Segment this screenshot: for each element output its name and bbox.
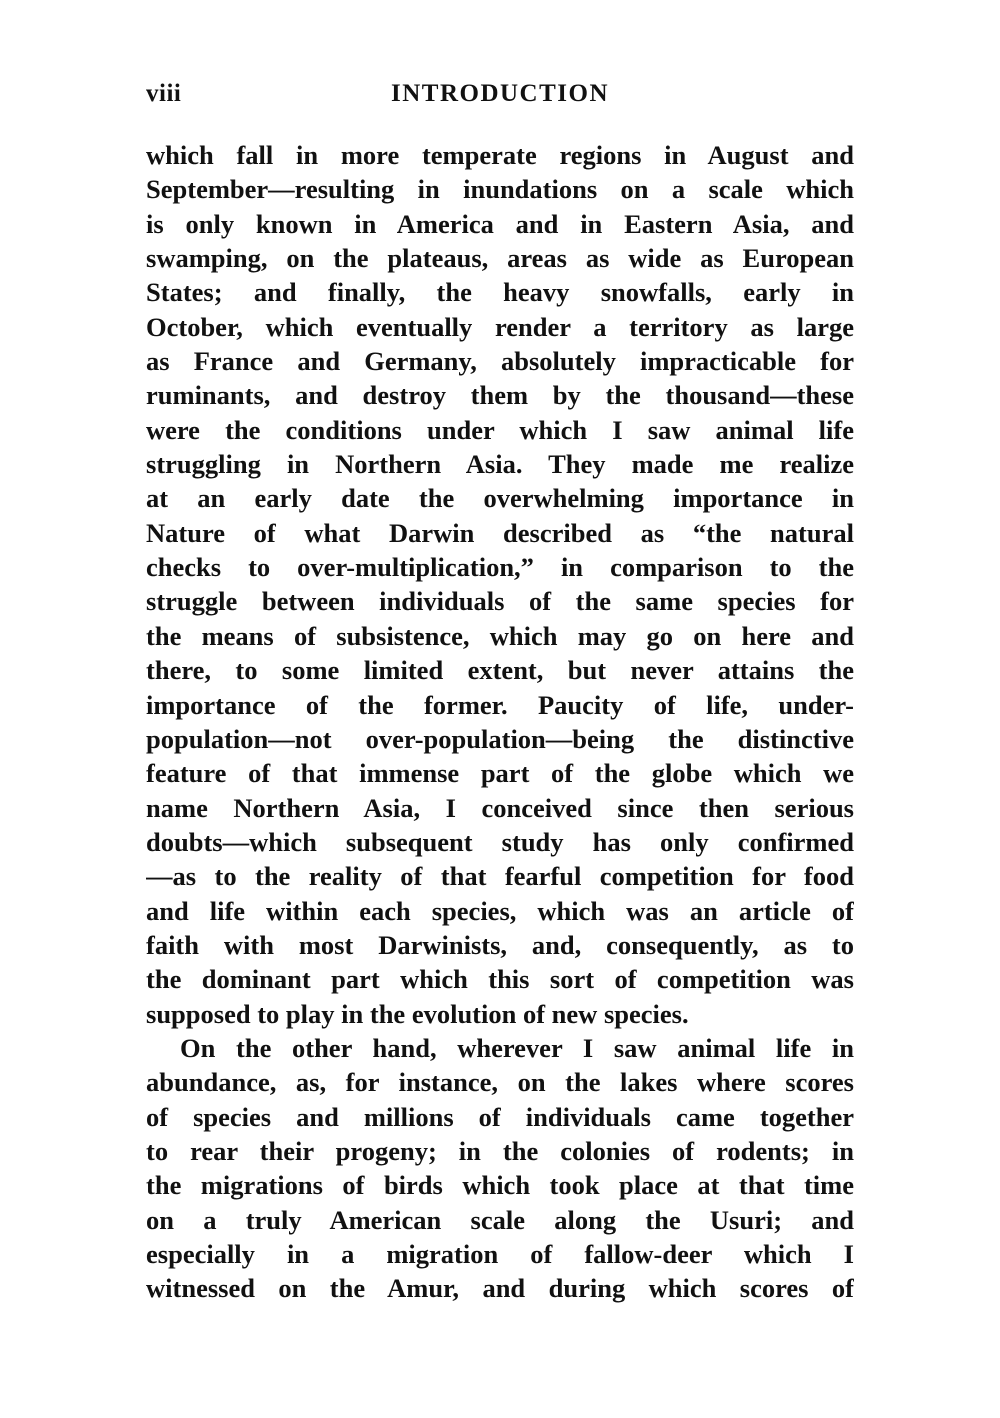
text-line: struggling in Northern Asia. They made me realize [146,449,854,480]
text-line: doubts—which subsequent study has only confirmed [146,826,854,857]
text-line: October, which eventually render a territory as large [146,311,854,342]
chapter-title: INTRODUCTION [390,80,610,107]
text-line: is only known in America and in Eastern Asia, and [146,208,854,239]
text-line: struggle between individuals of the same species for [146,586,854,617]
text-line: and life within each species, which was an article of [146,895,854,926]
text-line: on a truly American scale along the Usuri; and [146,1204,854,1235]
text-line: there, to some limited extent, but never attains the [146,655,854,686]
text-line: witnessed on the Amur, and during which scores of [146,1273,854,1304]
text-line: States; and finally, the heavy snowfalls, early in [146,277,854,308]
body-text [146,138,854,1306]
text-line: population—not over-population—being the distinctive [146,723,854,754]
text-line: checks to over-multiplication,” in comparison to the [146,552,854,583]
text-line: as France and Germany, absolutely impracticable for [146,346,854,377]
text-line: —as to the reality of that fearful competition for food [146,861,854,892]
text-line: ruminants, and destroy them by the thousand—these [146,380,854,411]
text-line: of species and millions of individuals came together [146,1101,854,1132]
paragraph-start-line: On the other hand, wherever I saw animal life in [180,1032,854,1063]
page-number: viii [146,80,182,107]
text-line: September—resulting in inundations on a scale which [146,174,854,205]
text-line: importance of the former. Paucity of life, under- [146,689,854,720]
text-line: to rear their progeny; in the colonies of rodents; in [146,1135,854,1166]
text-line: especially in a migration of fallow-deer which I [146,1239,854,1269]
text-line: abundance, as, for instance, on the lakes where scores [146,1067,854,1098]
text-line: the means of subsistence, which may go on here and [146,620,854,651]
text-line: the migrations of birds which took place at that time [146,1170,854,1201]
text-line: which fall in more temperate regions in August and [146,140,854,170]
running-header [146,80,854,114]
text-line: faith with most Darwinists, and, consequently, as to [146,929,854,960]
text-line: at an early date the overwhelming importance in [146,483,854,514]
paragraph-end-line: supposed to play in the evolution of new species. [146,998,689,1029]
text-line: the dominant part which this sort of competition was [146,964,854,995]
text-line: name Northern Asia, I conceived since then serious [146,792,854,823]
text-line: Nature of what Darwin described as “the natural [146,517,854,548]
text-line: swamping, on the plateaus, areas as wide as European [146,243,854,274]
text-line: were the conditions under which I saw animal life [146,414,854,445]
text-line: feature of that immense part of the globe which we [146,758,854,789]
